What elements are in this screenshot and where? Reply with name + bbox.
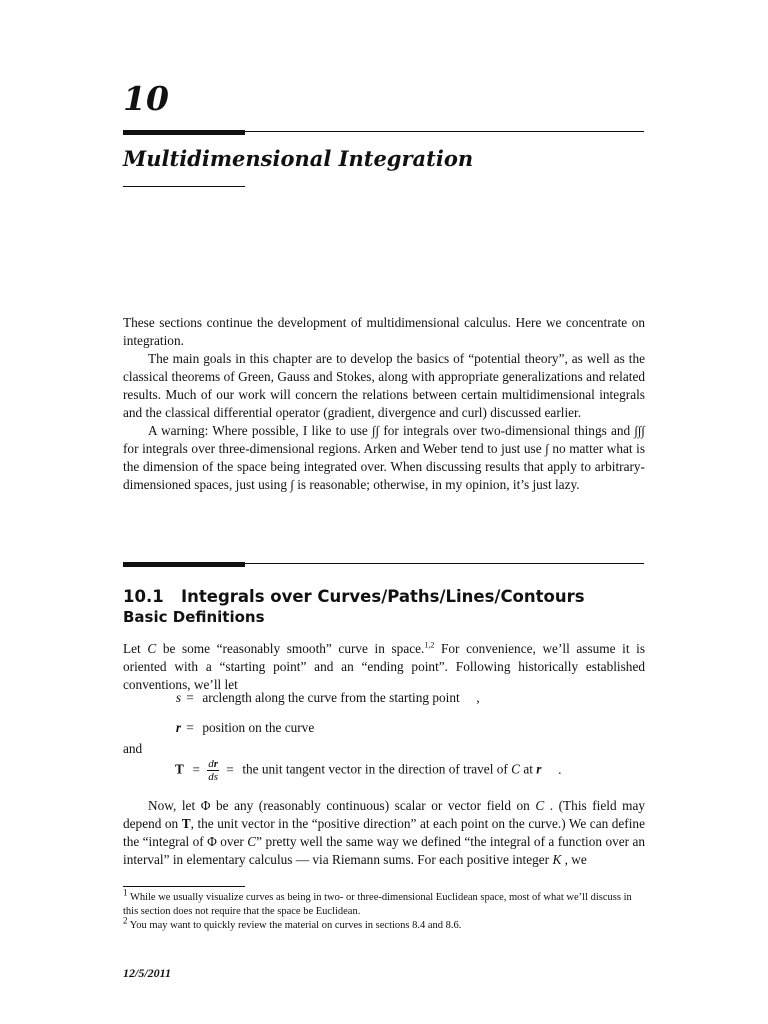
warning-text-e: is reasonable; otherwise, in my opinion, it’s just lazy. <box>297 477 580 492</box>
equation-s <box>163 689 480 707</box>
section-number: 10.1 <box>123 587 164 606</box>
intro-paragraph-2: The main goals in this chapter are to develop the basics of “potential theory”, as well as the classical theorems of Green, Gauss and Stokes, along with appropriate generalizations and related results. Much of our work will concern the relations between certain multidimensional integrals and the classical differential operator (gradient, divergence and curl) discussed earlier. <box>123 351 645 420</box>
warning-text-a: A warning: Where possible, I like to use <box>148 423 368 438</box>
footnote-2 <box>123 915 645 933</box>
warning-text-d: no matter what is the dimension of the space being integrated over. When discussing results that apply to arbitrary-dimensioned spaces, just using <box>123 441 646 492</box>
single-integral-symbol-2: ∫ <box>290 477 294 492</box>
s-comma: , <box>476 690 480 705</box>
chapter-title-underline <box>123 186 245 187</box>
footnote-2-text: You may want to quickly review the material on curves in sections 8.4 and 8.6. <box>129 920 462 931</box>
footnote-1 <box>123 887 645 919</box>
footnote-1-mark: 1 <box>123 887 128 898</box>
phi-symbol: Φ <box>200 798 211 813</box>
subsection-title: Basic Definitions <box>123 608 265 626</box>
K-symbol: K <box>552 852 562 867</box>
section-rule-thin <box>245 563 644 564</box>
T-symbol: T <box>181 816 191 831</box>
equals-sign: = <box>186 720 194 735</box>
fraction-numerator: dr <box>208 758 218 770</box>
curve-symbol: C <box>535 798 545 813</box>
section-title <box>123 588 585 606</box>
equals-sign: = <box>186 690 194 705</box>
footnote-2-mark: 2 <box>123 915 128 926</box>
intro-paragraph-1: These sections continue the development of multidimensional calculus. Here we concentrate on integration. <box>123 315 645 348</box>
T-symbol: T <box>175 761 184 777</box>
now-text-e: over <box>220 834 244 849</box>
now-text-d: , the unit vector in the “positive direction” at each point on the curve.) We can define the “integral of <box>123 816 645 849</box>
equation-T <box>175 758 561 783</box>
s-symbol: s <box>175 690 181 705</box>
section-rule-thick <box>123 562 245 567</box>
let-text-c: For convenience, we’ll assume it is oriented with a “starting point” and an “ending point”. Following historically established conventions, we’ll let <box>123 641 645 692</box>
body-paragraph-now <box>123 797 645 869</box>
warning-text-b: for integrals over two-dimensional things and <box>383 423 631 438</box>
chapter-number: 10 <box>123 79 169 118</box>
let-text-a: Let <box>123 641 141 656</box>
chapter-rule-thick <box>123 130 245 135</box>
intro-paragraph-3 <box>123 422 645 494</box>
let-text-b: be some “reasonably smooth” curve in space. <box>162 641 425 656</box>
equals-sign-2: = <box>226 761 234 777</box>
now-text-c: . (This field may depend on <box>123 798 646 831</box>
footnote-rule <box>123 886 245 887</box>
footnote-marks: 1,2 <box>424 640 435 650</box>
period: . <box>558 761 562 777</box>
r-symbol: r <box>175 720 181 735</box>
body-paragraph-let <box>123 640 645 694</box>
curve-symbol: C <box>511 761 520 777</box>
derivative-fraction <box>207 758 219 783</box>
chapter-title: Multidimensional Integration <box>123 146 474 171</box>
warning-text-c: for integrals over three-dimensional regions. Arken and Weber tend to just use <box>123 441 542 456</box>
footer-date: 12/5/2011 <box>123 966 172 980</box>
r-symbol: r <box>536 761 542 777</box>
now-text-b: be any (reasonably continuous) scalar or vector field on <box>215 798 530 813</box>
s-definition: arclength along the curve from the starting point <box>202 690 460 705</box>
curve-symbol: C <box>147 641 157 656</box>
at-text: at <box>523 761 533 777</box>
T-definition: the unit tangent vector in the direction of travel of <box>242 761 508 777</box>
phi-symbol: Φ <box>207 834 217 849</box>
curve-symbol: C <box>247 834 257 849</box>
and-text: and <box>123 741 143 756</box>
r-definition: position on the curve <box>202 720 315 735</box>
now-text-g: , we <box>564 852 587 867</box>
triple-integral-symbol: ∫∫∫ <box>634 423 645 438</box>
now-text-f: ” pretty well the same way we defined “the integral of a function over an interval” in elementary calculus — via Riemann sums. For each positive integer <box>123 834 646 867</box>
equation-r <box>163 719 314 737</box>
single-integral-symbol: ∫ <box>545 441 549 456</box>
section-title-text: Integrals over Curves/Paths/Lines/Contours <box>181 587 585 606</box>
footnote-1-text: While we usually visualize curves as being in two- or three-dimensional Euclidean space, most of what we’ll discuss in this section does not require that the space be Euclidean. <box>123 892 632 917</box>
chapter-rule-thin <box>245 131 644 132</box>
now-text-a: Now, let <box>148 798 196 813</box>
fraction-denominator: ds <box>208 771 218 783</box>
double-integral-symbol: ∫∫ <box>372 423 380 438</box>
equals-sign: = <box>192 761 200 777</box>
